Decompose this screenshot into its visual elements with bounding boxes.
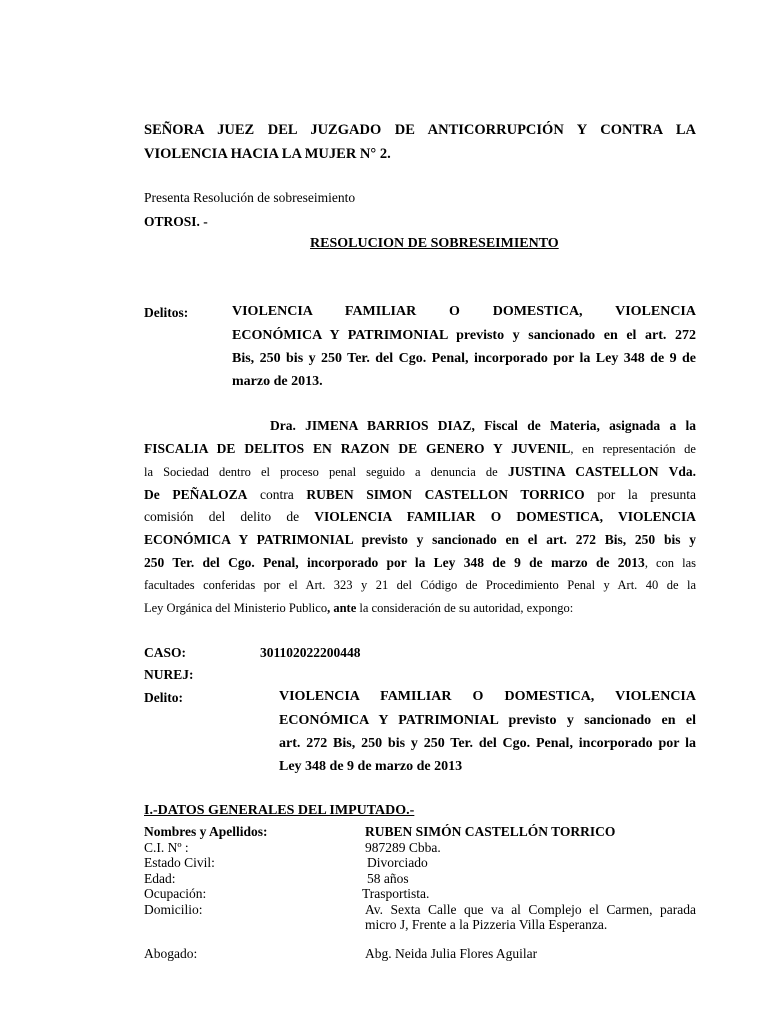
body-line-7 (144, 555, 696, 571)
datos-value-nombre: RUBEN SIMÓN CASTELLÓN TORRICO (365, 824, 616, 839)
section-datos-heading: I.-DATOS GENERALES DEL IMPUTADO.- (144, 803, 415, 818)
body-l2-text: , en representación de (570, 442, 696, 456)
datos-label-abogado: Abogado: (144, 946, 198, 961)
datos-value-domicilio-1: Av. Sexta Calle que va al Complejo el Carmen, parada (365, 902, 696, 917)
delitos-label: Delitos: (144, 305, 189, 320)
body-l9-bold: , ante (327, 601, 357, 615)
body-line-4 (144, 487, 696, 503)
body-line-5 (144, 509, 696, 525)
datos-label-ci: C.I. Nº : (144, 840, 189, 855)
delito-line-1: VIOLENCIA FAMILIAR O DOMESTICA, VIOLENCIA (279, 689, 696, 704)
body-l4-text-a: contra (260, 487, 294, 502)
body-l4-bold-b: RUBEN SIMON CASTELLON TORRICO (306, 487, 585, 502)
datos-value-ci: 987289 Cbba. (365, 840, 441, 855)
caso-label: CASO: (144, 645, 187, 660)
body-line-1: Dra. JIMENA BARRIOS DIAZ, Fiscal de Materia, asignada a la (270, 418, 696, 433)
header-line-1: SEÑORA JUEZ DEL JUZGADO DE ANTICORRUPCIÓN Y CONTRA LA (144, 122, 696, 138)
body-l4-bold-a: De PEÑALOZA (144, 487, 248, 502)
body-l3-text: la Sociedad dentro el proceso penal seguido a denuncia de (144, 465, 498, 479)
datos-value-domicilio-2: micro J, Frente a la Pizzeria Villa Esperanza. (365, 917, 608, 932)
body-line-8: facultades conferidas por el Art. 323 y 21 del Código de Procedimiento Penal y Art. 40 de la (144, 578, 696, 592)
caso-value: 301102022200448 (260, 645, 361, 660)
datos-value-ocupacion: Trasportista. (362, 886, 430, 901)
datos-label-estado-civil: Estado Civil: (144, 855, 215, 870)
datos-label-nombre: Nombres y Apellidos: (144, 824, 268, 839)
delito-label: Delito: (144, 690, 183, 705)
delitos-line-4: marzo de 2013. (232, 374, 323, 389)
body-l3-bold: JUSTINA CASTELLON Vda. (507, 464, 696, 479)
datos-label-edad: Edad: (144, 871, 176, 886)
body-l9-text-a: Ley Orgánica del Ministerio Publico (144, 601, 328, 615)
nurej-label: NUREJ: (144, 667, 194, 682)
body-l4-text-b: por la presunta (597, 487, 697, 502)
delitos-line-3: Bis, 250 bis y 250 Ter. del Cgo. Penal, incorporado por la Ley 348 de 9 de (232, 351, 696, 366)
body-line-3 (144, 464, 696, 480)
delito-line-2: ECONÓMICA Y PATRIMONIAL previsto y sancionado en el (279, 713, 696, 728)
header-line-2: VIOLENCIA HACIA LA MUJER N° 2. (144, 146, 391, 162)
datos-value-edad: 58 años (367, 871, 409, 886)
body-l9-text-b: la consideración de su autoridad, expongo: (359, 601, 574, 615)
datos-label-domicilio: Domicilio: (144, 902, 203, 917)
body-l5-bold: VIOLENCIA FAMILIAR O DOMESTICA, VIOLENCIA (314, 509, 696, 524)
body-l7-text: , con las (644, 556, 696, 570)
delitos-line-1: VIOLENCIA FAMILIAR O DOMESTICA, VIOLENCIA (232, 304, 696, 319)
delito-line-3: art. 272 Bis, 250 bis y 250 Ter. del Cgo. Penal, incorporado por la (279, 736, 696, 751)
otrosi-text: OTROSI. - (144, 214, 208, 229)
body-line-6: ECONÓMICA Y PATRIMONIAL previsto y sancionado en el art. 272 Bis, 250 bis y (144, 532, 696, 547)
body-line-2 (144, 441, 696, 457)
presenta-text: Presenta Resolución de sobreseimiento (144, 190, 356, 205)
body-line-9 (144, 601, 696, 616)
delito-line-4: Ley 348 de 9 de marzo de 2013 (279, 759, 463, 774)
datos-value-abogado: Abg. Neida Julia Flores Aguilar (365, 946, 538, 961)
datos-label-ocupacion: Ocupación: (144, 886, 207, 901)
body-l5-text: comisión del delito de (144, 509, 300, 524)
delitos-line-2: ECONÓMICA Y PATRIMONIAL previsto y sancionado en el art. 272 (232, 328, 696, 343)
body-l7-bold: 250 Ter. del Cgo. Penal, incorporado por la Ley 348 de 9 de marzo de 2013 (144, 555, 645, 570)
document-title: RESOLUCION DE SOBRESEIMIENTO (310, 236, 559, 251)
datos-value-estado-civil: Divorciado (367, 855, 428, 870)
body-l2-bold: FISCALIA DE DELITOS EN RAZON DE GENERO Y JUVENIL (144, 441, 571, 456)
